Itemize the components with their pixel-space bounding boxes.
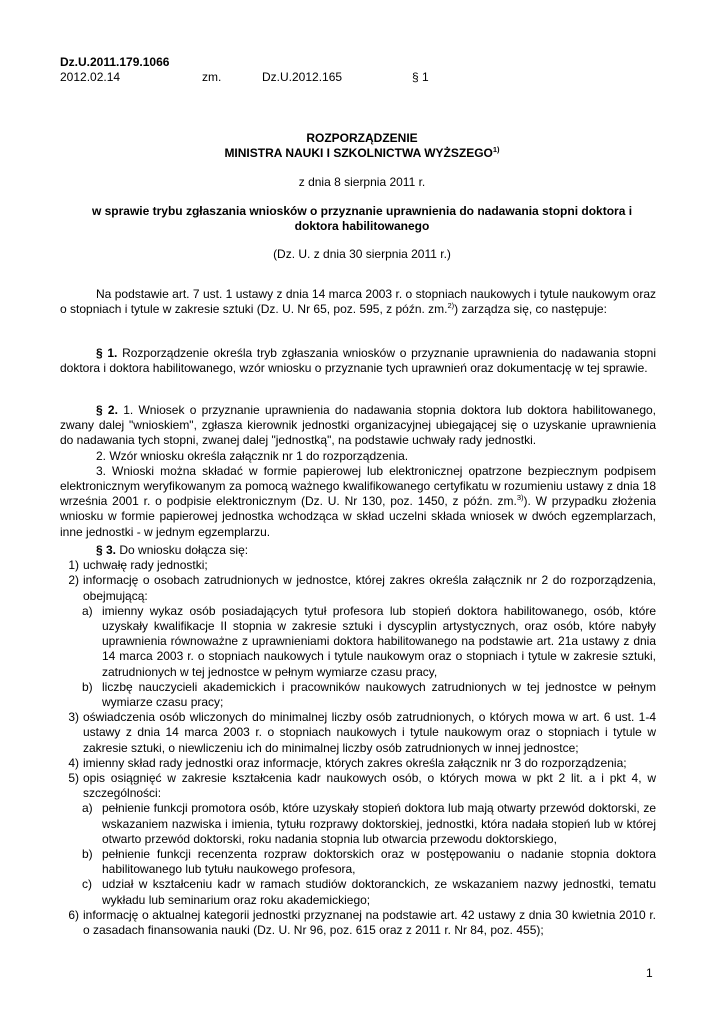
amendment-label: zm. (202, 70, 222, 84)
preamble (60, 287, 656, 317)
sub-list-text: udział w kształceniu kadr w ramach studiów doktoranckich, ze wskazaniem nazwy jednostki, tematu wykładu lub seminarium oraz roku akademickiego; (102, 877, 656, 907)
list-text: imienny skład rady jednostki oraz informacje, których zakres określa załącznik nr 3 do rozporządzenia; (83, 755, 627, 770)
section-1-text: Rozporządzenie określa tryb zgłaszania wniosków o przyznanie uprawnienia do nadawania stopni doktora i doktora habilitowanego, wzór wniosku o przyznanie tych uprawnień oraz dokumentację w tej sprawie. (60, 346, 657, 376)
list-number: 6) (68, 907, 79, 922)
sub-list-letter: a) (82, 801, 93, 816)
preamble-end: ) zarządza się, co następuje: (454, 302, 607, 317)
list-item (60, 558, 656, 573)
list-number: 5) (68, 771, 79, 786)
section-3 (60, 543, 656, 938)
list-item (60, 710, 656, 756)
list-text: informację o aktualnej kategorii jednostki przyznanej na podstawie art. 42 ustawy z dnia 30 kwietnia 2010 r. o zasadach finansowania nauki (Dz. U. Nr 96, poz. 615 oraz z 2011 r. Nr 84, poz. 455); (83, 907, 656, 938)
footnote-mark-2: 2) (447, 301, 455, 311)
list-number: 1) (68, 558, 79, 573)
section-2-p3-end: ). W przypadku złożenia wniosku w formie papierowej jednostka wchodząca w skład uczelni składa wniosek w dwóch egzemplarzach, inne jednostki - w jednym egzemplarzu. (60, 494, 656, 539)
title-line-1: ROZPORZĄDZENIE (306, 131, 418, 145)
sub-list-item (60, 801, 656, 847)
sub-list-letter: b) (82, 679, 93, 694)
sub-list-letter: b) (82, 847, 93, 862)
section-1 (60, 346, 656, 376)
section-2-p3: 3. Wnioski można składać w formie papierowej lub elektronicznej opatrzone bezpiecznym podpisem elektronicznym weryfikowanym za pomocą ważnego kwalifikowanego certyfikatu w rozumieniu ustawy z dnia 18 września 2001 r. o podpisie elektronicznym (Dz. U. Nr 130, poz. 1450, z późn. zm. (60, 463, 656, 509)
sub-list-text: liczbę nauczycieli akademickich i pracowników naukowych zatrudnionych w tej jednostce w pełnym wymiarze czasu pracy; (102, 679, 656, 710)
amendment-ref: Dz.U.2012.165 (262, 70, 343, 84)
title-line-2-text: MINISTRA NAUKI I SZKOLNICTWA WYŻSZEGO (224, 146, 493, 160)
section-2 (60, 403, 656, 540)
sub-list-letter: c) (82, 877, 92, 892)
title-line-2 (60, 146, 664, 161)
list-text: oświadczenia osób wliczonych do minimalnej liczby osób zatrudnionych, o których mowa w art. 6 ust. 1-4 ustawy z dnia 14 marca 2003 r. o stopniach naukowych i tytule naukowym oraz o stopniach i tytule w zakresie sztuki, o niewliczeniu ich do minimalnej liczby osób zatrudnionych w innej jednostce; (83, 710, 656, 755)
sub-list-text: imienny wykaz osób posiadających tytuł profesora lub stopień doktora habilitowanego, osób, które uzyskały kwalifikacje II stopnia w zakresie sztuki i dyscyplin artystycznych, oraz osób, które nabyły uprawnienia równoważne z uprawnieniami doktora habilitowanego na podstawie art. 21a ustawy z dnia 14 marca 2003 r. o stopniach naukowych i tytule naukowym oraz o stopniach i tytule w zakresie sztuki, zatrudnionych w tej jednostce w pełnym wymiarze czasu pracy, (102, 603, 656, 679)
list-item (60, 908, 656, 938)
list-number: 3) (68, 710, 79, 725)
sub-list-text: pełnienie funkcji promotora osób, które uzyskały stopień doktora lub mają otwarty przewód doktorski, ze wskazaniem nazwiska i imienia, tytułu rozprawy doktorskiej, jednostki, która nadała stopień lub w której otwarto przewód doktorski, roku nadania stopnia lub otwarcia przewodu doktorskiego, (102, 801, 656, 846)
page-number: 1 (646, 966, 653, 980)
section-2-p1: 1. Wniosek o przyznanie uprawnienia do nadawania stopnia doktora lub doktora habilitowanego, zwany dalej "wnioskiem", zgłasza kierownik jednostki organizacyjnej ubiegającej się o uzyskanie uprawnienia do nadawania tych stopni, zwanej dalej "jednostką", na podstawie uchwały rady jednostki. (60, 403, 656, 448)
paragraph-ref: § 1 (412, 70, 429, 84)
subject-line-1: w sprawie trybu zgłaszania wniosków o przyznanie uprawnienia do nadawania stopni doktora i (91, 204, 633, 218)
footnote-mark-1: 1) (492, 145, 500, 154)
section-2-p2: 2. Wzór wniosku określa załącznik nr 1 do rozporządzenia. (96, 448, 409, 463)
list-item (60, 771, 656, 801)
sub-list-letter: a) (82, 603, 93, 618)
sub-list-item (60, 680, 656, 710)
doc-id: Dz.U.2011.179.1066 (60, 55, 170, 69)
footnote-mark-3: 3) (516, 493, 524, 503)
section-3-label: § 3. (96, 543, 117, 557)
section-3-intro: Do wniosku dołącza się: (116, 543, 249, 557)
list-text: uchwałę rady jednostki; (83, 558, 208, 573)
list-item (60, 756, 656, 771)
list-item (60, 573, 656, 603)
sub-list-item (60, 877, 656, 907)
doc-date: 2012.02.14 (60, 70, 121, 84)
list-text: informację o osobach zatrudnionych w jednostce, której zakres określa załącznik nr 2 do rozporządzenia, obejmującą: (83, 573, 656, 603)
section-2-label: § 2. (96, 403, 118, 417)
journal-ref: (Dz. U. z dnia 30 sierpnia 2011 r.) (273, 247, 451, 261)
preamble-text: Na podstawie art. 7 ust. 1 ustawy z dnia 14 marca 2003 r. o stopniach naukowych i tytule naukowym oraz o stopniach i tytule w zakresie sztuki (Dz. U. Nr 65, poz. 595, z późn. zm. (60, 287, 656, 317)
subject-line-2: doktora habilitowanego (294, 219, 430, 233)
list-text: opis osiągnięć w zakresie kształcenia kadr naukowych osób, o których mowa w pkt 2 lit. a i pkt 4, w szczególności: (83, 771, 656, 801)
sub-list-text: pełnienie funkcji recenzenta rozpraw doktorskich oraz w postępowaniu o nadanie stopnia doktora habilitowanego lub tytułu naukowego profesora, (102, 847, 656, 877)
sub-list-item (60, 847, 656, 877)
list-number: 2) (68, 573, 79, 588)
sub-list-item (60, 604, 656, 680)
list-number: 4) (68, 755, 79, 770)
act-date: z dnia 8 sierpnia 2011 r. (298, 175, 426, 189)
section-1-label: § 1. (96, 346, 118, 360)
